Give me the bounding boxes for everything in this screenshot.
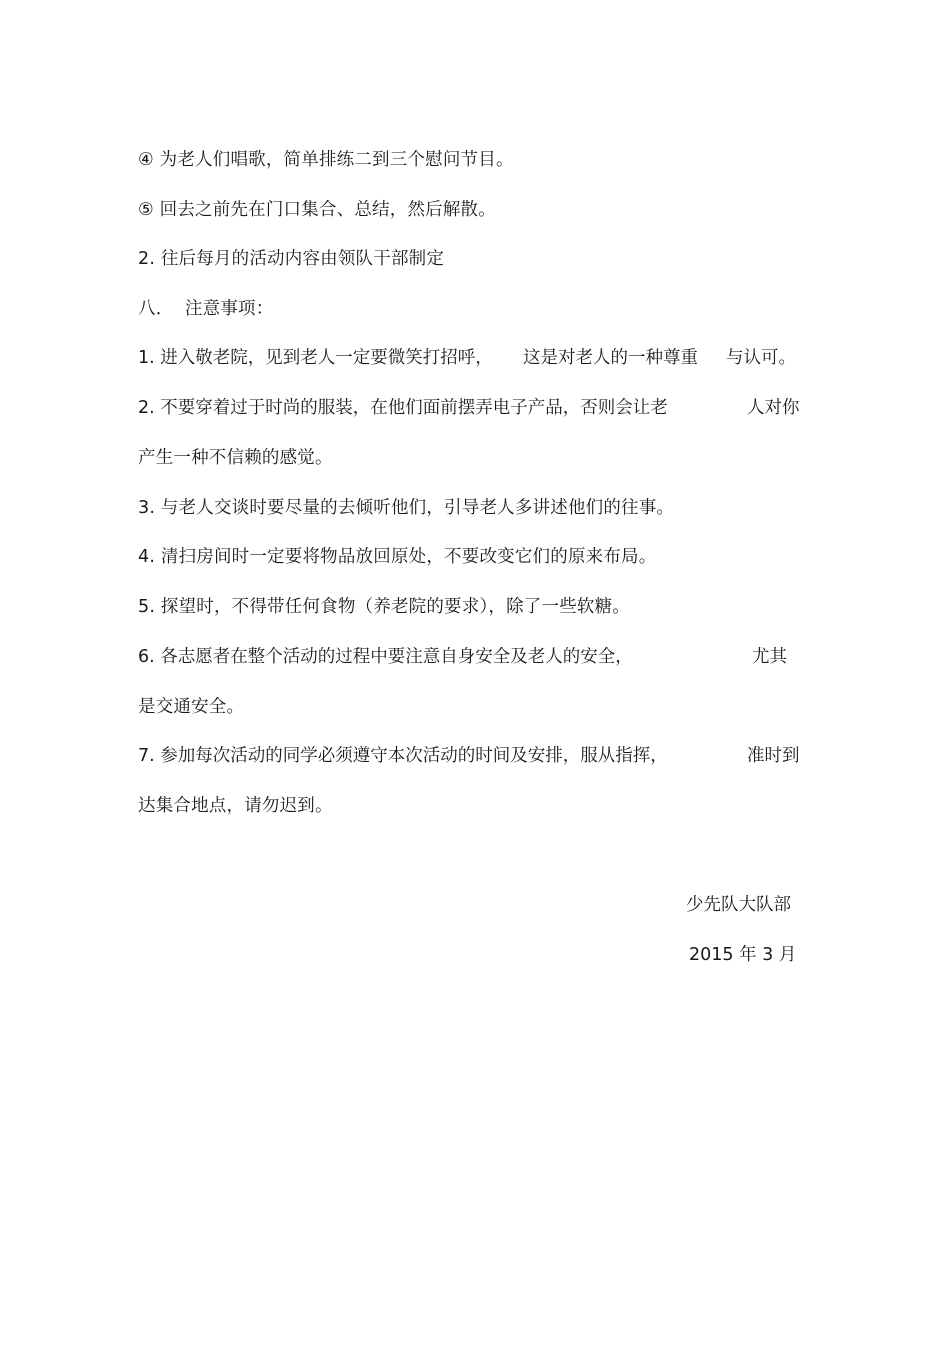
section-heading: 八． 注意事项： [138, 299, 274, 319]
note-1-part-c: 与认可。 [726, 348, 796, 368]
signature-org: 少先队大队部 [686, 895, 791, 915]
note-2-continuation: 产生一种不信赖的感觉。 [138, 448, 333, 468]
note-5: 5. 探望时，不得带任何食物（养老院的要求），除了一些软糖。 [138, 597, 631, 617]
signature-date: 2015 年 3 月 [689, 945, 797, 965]
note-6-part-b: 尤其 [752, 647, 787, 667]
step-5: ⑤ 回去之前先在门口集合、总结，然后解散。 [138, 200, 496, 220]
note-6-continuation: 是交通安全。 [138, 697, 245, 717]
note-3: 3. 与老人交谈时要尽量的去倾听他们，引导老人多讲述他们的往事。 [138, 498, 675, 518]
note-1-part-a: 1. 进入敬老院，见到老人一定要微笑打招呼， [138, 348, 493, 368]
step-4: ④ 为老人们唱歌，简单排练二到三个慰问节目。 [138, 150, 514, 170]
note-7-continuation: 达集合地点，请勿迟到。 [138, 796, 333, 816]
note-6-part-a: 6. 各志愿者在整个活动的过程中要注意自身安全及老人的安全， [138, 647, 633, 667]
item-2: 2. 往后每月的活动内容由领队干部制定 [138, 249, 445, 269]
note-7-part-b: 准时到 [747, 746, 800, 766]
note-4: 4. 清扫房间时一定要将物品放回原处，不要改变它们的原来布局。 [138, 547, 657, 567]
note-2-part-b: 人对你 [747, 398, 800, 418]
note-7-part-a: 7. 参加每次活动的同学必须遵守本次活动的时间及安排，服从指挥， [138, 746, 668, 766]
note-1-part-b: 这是对老人的一种尊重 [523, 348, 698, 368]
note-2-part-a: 2. 不要穿着过于时尚的服装，在他们面前摆弄电子产品，否则会让老 [138, 398, 668, 418]
